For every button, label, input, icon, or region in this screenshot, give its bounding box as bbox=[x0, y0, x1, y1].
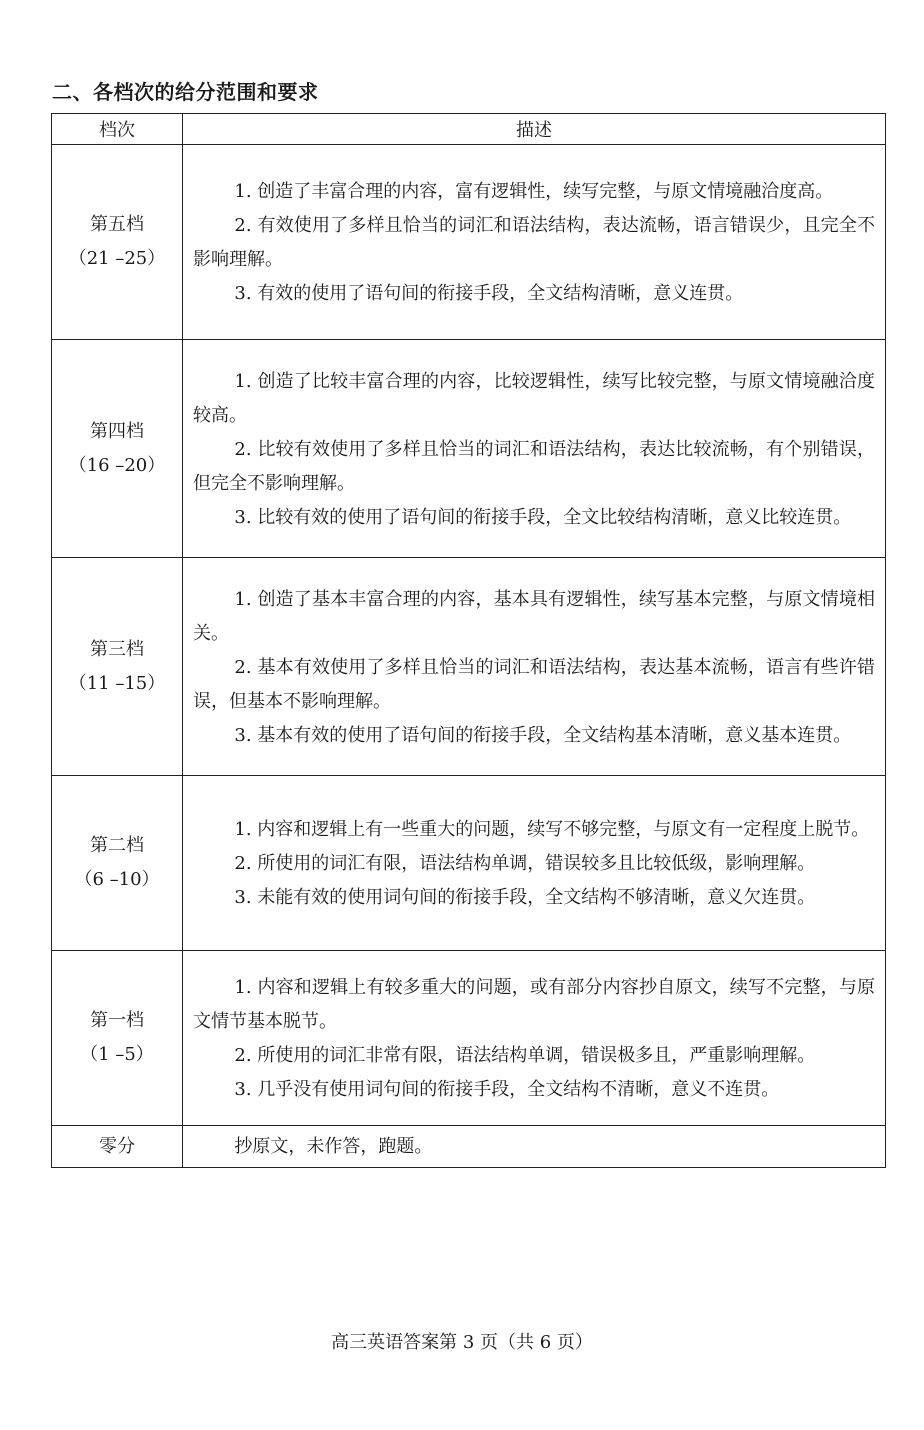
criterion-item: 2. 比较有效使用了多样且恰当的词汇和语法结构，表达比较流畅，有个别错误，但完全不影响理解。 bbox=[193, 438, 875, 494]
level-range: （21 –25） bbox=[68, 248, 166, 269]
page-footer: 高三英语答案第 3 页（共 6 页） bbox=[331, 1332, 593, 1353]
table-header-row bbox=[52, 114, 886, 145]
level-cell bbox=[52, 558, 183, 776]
level-cell bbox=[52, 776, 183, 951]
criterion-item: 3. 基本有效的使用了语句间的衔接手段，全文结构基本清晰，意义基本连贯。 bbox=[234, 724, 852, 746]
level-range: （1 –5） bbox=[80, 1044, 154, 1065]
grading-table bbox=[51, 113, 886, 1168]
level-cell bbox=[52, 951, 183, 1126]
description-cell bbox=[183, 951, 886, 1126]
level-name: 第二档 bbox=[90, 835, 144, 856]
header-level: 档次 bbox=[52, 114, 183, 145]
criterion-item: 3. 有效的使用了语句间的衔接手段，全文结构清晰，意义连贯。 bbox=[234, 283, 744, 304]
level-name: 零分 bbox=[52, 1126, 183, 1168]
criterion-item: 3. 未能有效的使用词句间的衔接手段，全文结构不够清晰，意义欠连贯。 bbox=[234, 887, 816, 908]
description-cell bbox=[183, 558, 886, 776]
level-name: 第三档 bbox=[90, 638, 144, 660]
level-range: （6 –10） bbox=[74, 869, 160, 890]
description-cell bbox=[183, 340, 886, 558]
description-cell bbox=[183, 1126, 886, 1168]
level-cell bbox=[52, 145, 183, 340]
table-row bbox=[52, 776, 886, 951]
table-row-zero bbox=[52, 1126, 886, 1168]
level-name: 第一档 bbox=[90, 1010, 144, 1031]
header-description: 描述 bbox=[183, 114, 886, 145]
criterion-item: 2. 所使用的词汇有限，语法结构单调，错误较多且比较低级，影响理解。 bbox=[234, 853, 816, 874]
criterion-item: 3. 比较有效的使用了语句间的衔接手段，全文比较结构清晰，意义比较连贯。 bbox=[234, 506, 852, 528]
level-range: （11 –15） bbox=[68, 672, 166, 694]
criterion-item: 1. 创造了基本丰富合理的内容，基本具有逻辑性，续写基本完整，与原文情境相关。 bbox=[193, 588, 875, 644]
description-cell bbox=[183, 145, 886, 340]
table-row bbox=[52, 340, 886, 558]
description-cell bbox=[183, 776, 886, 951]
criterion-item: 2. 基本有效使用了多样且恰当的词汇和语法结构，表达基本流畅，语言有些许错误，但基本不影响理解。 bbox=[193, 656, 875, 712]
level-name: 第四档 bbox=[90, 420, 144, 442]
zero-description: 抄原文，未作答，跑题。 bbox=[234, 1135, 433, 1157]
criterion-item: 1. 内容和逻辑上有一些重大的问题，续写不够完整，与原文有一定程度上脱节。 bbox=[234, 819, 870, 840]
level-name: 第五档 bbox=[90, 214, 144, 235]
criterion-item: 1. 内容和逻辑上有较多重大的问题，或有部分内容抄自原文，续写不完整，与原文情节基本脱节。 bbox=[193, 977, 875, 1032]
table-row bbox=[52, 951, 886, 1126]
criterion-item: 1. 创造了丰富合理的内容，富有逻辑性，续写完整，与原文情境融洽度高。 bbox=[234, 181, 834, 202]
table-row bbox=[52, 558, 886, 776]
table-row bbox=[52, 145, 886, 340]
criterion-item: 1. 创造了比较丰富合理的内容，比较逻辑性，续写比较完整，与原文情境融洽度较高。 bbox=[193, 370, 875, 426]
criterion-item: 2. 有效使用了多样且恰当的词汇和语法结构，表达流畅，语言错误少，且完全不影响理解。 bbox=[193, 215, 875, 270]
section-title: 二、各档次的给分范围和要求 bbox=[52, 80, 319, 104]
criterion-item: 3. 几乎没有使用词句间的衔接手段，全文结构不清晰，意义不连贯。 bbox=[234, 1079, 780, 1100]
level-range: （16 –20） bbox=[68, 454, 166, 476]
criterion-item: 2. 所使用的词汇非常有限，语法结构单调，错误极多且，严重影响理解。 bbox=[234, 1045, 816, 1066]
level-cell bbox=[52, 340, 183, 558]
